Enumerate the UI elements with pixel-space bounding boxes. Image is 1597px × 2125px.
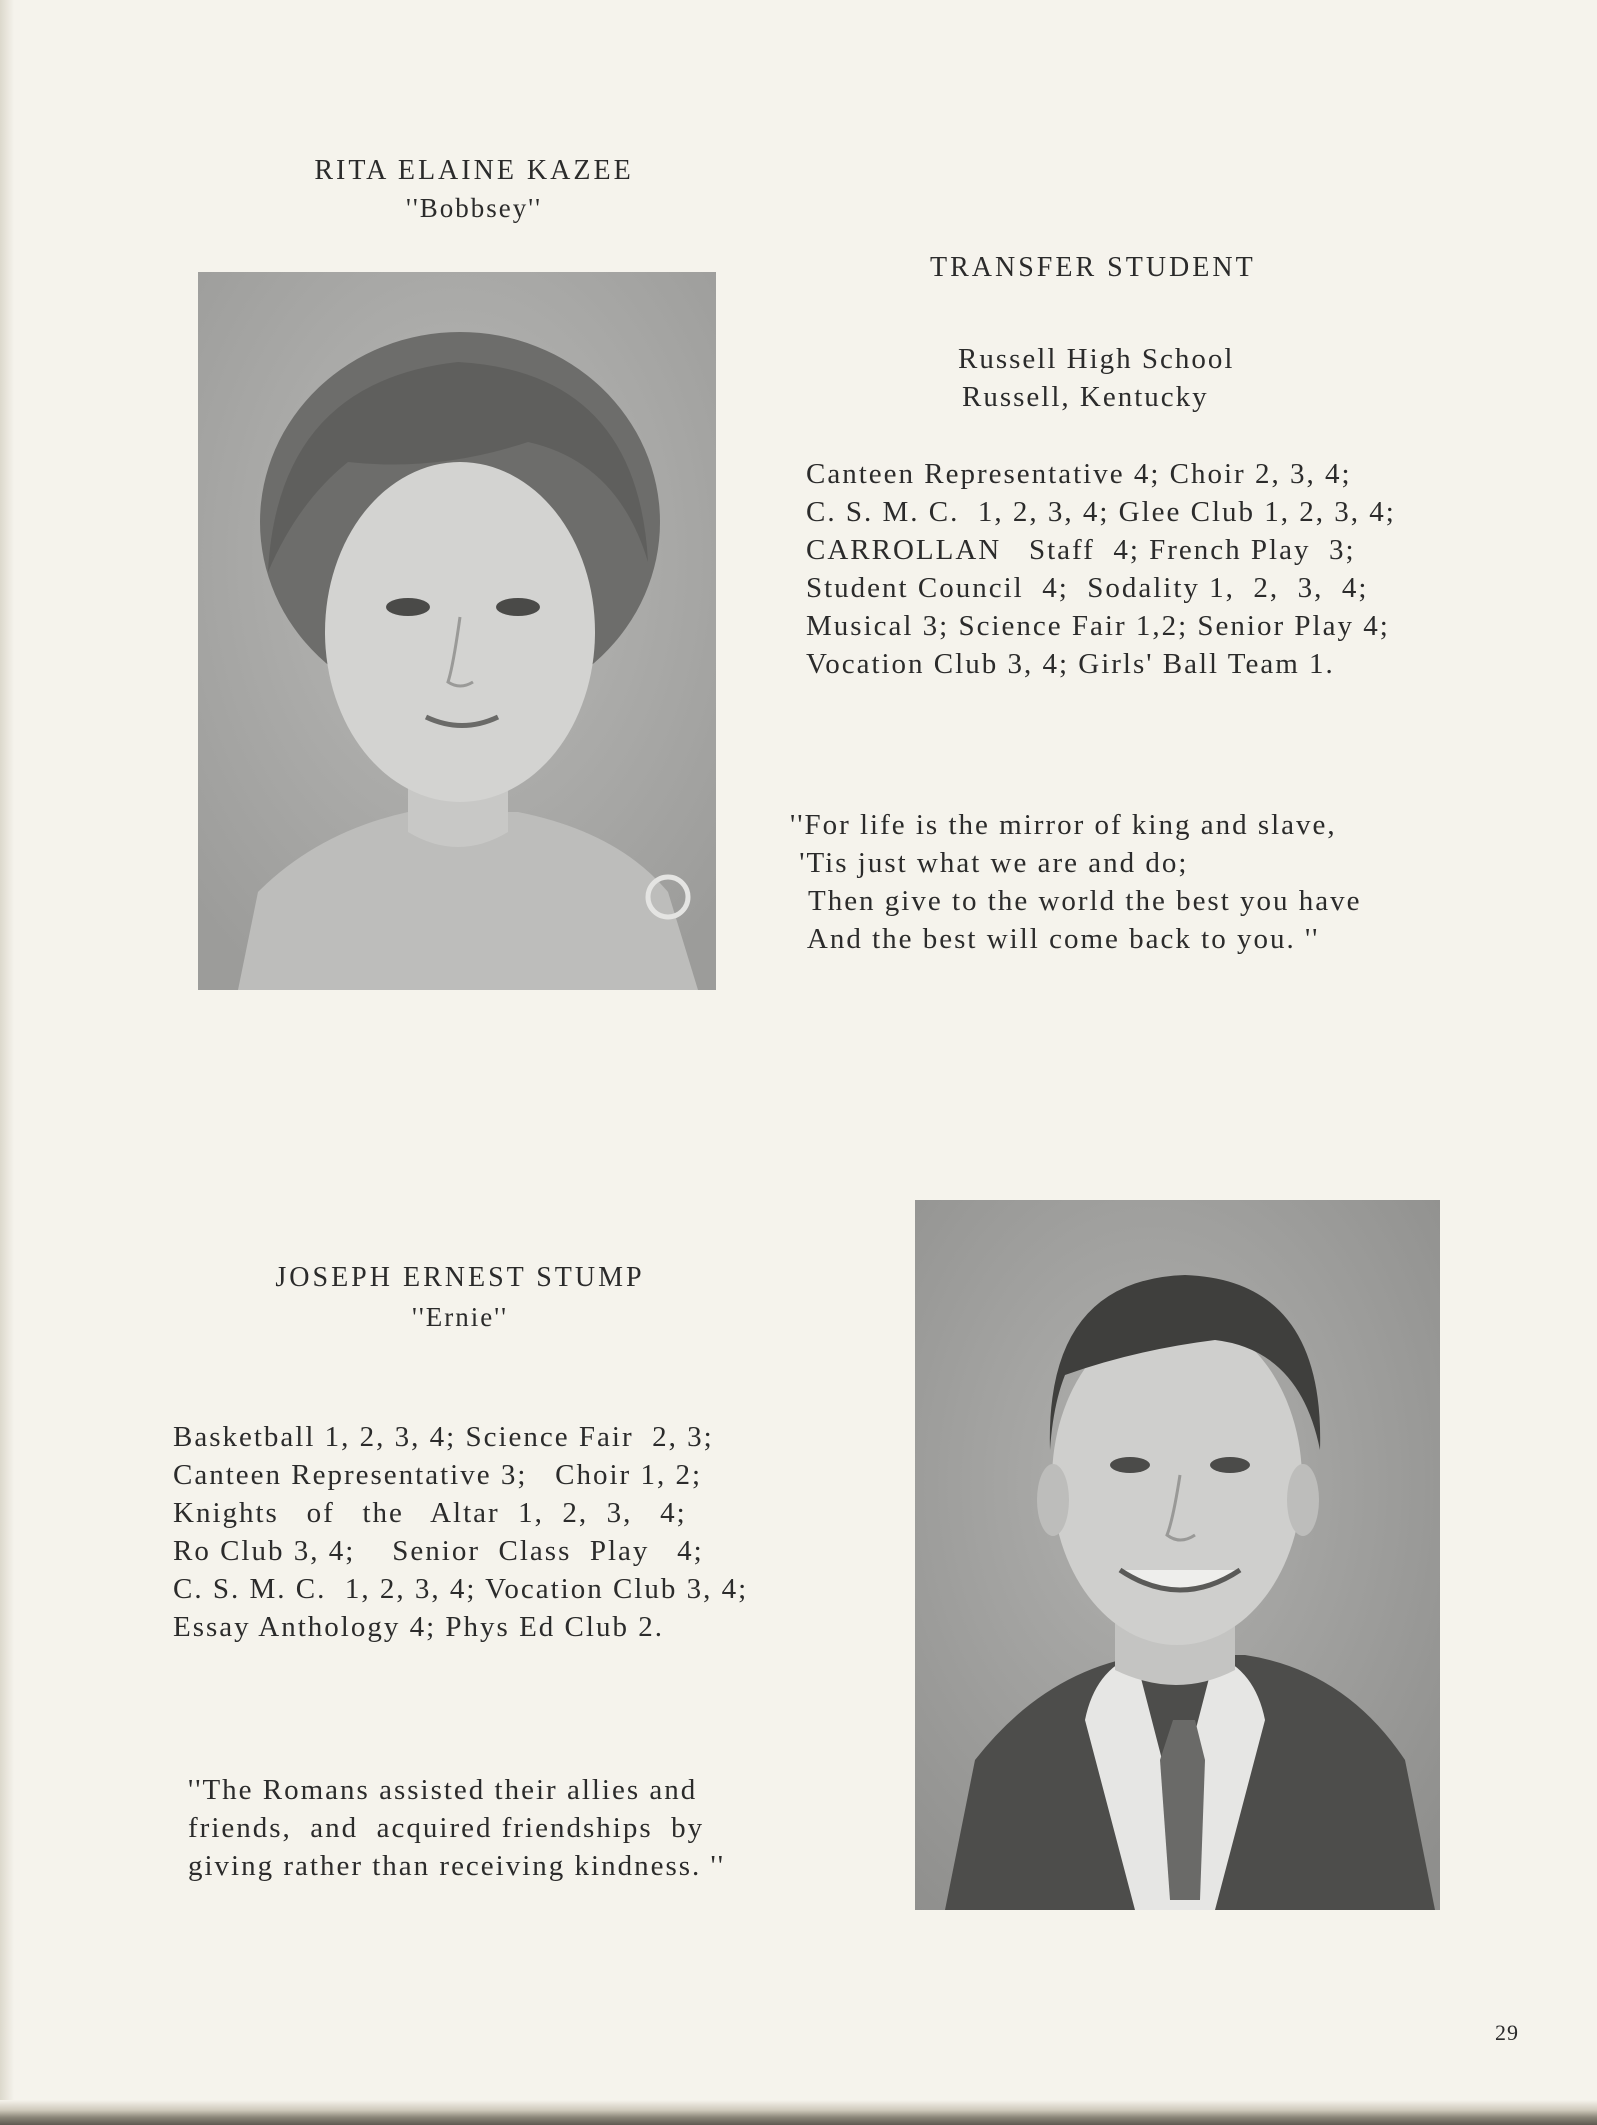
previous-school-name: Russell High School [958, 343, 1235, 375]
activity-line: C. S. M. C. 1, 2, 3, 4; Glee Club 1, 2, 3, 4; [806, 496, 1396, 528]
portrait-photo-kazee [198, 272, 716, 990]
activity-line: Essay Anthology 4; Phys Ed Club 2. [173, 1611, 664, 1643]
quote-line: ''For life is the mirror of king and slave, [790, 809, 1337, 841]
activity-line: Basketball 1, 2, 3, 4; Science Fair 2, 3; [173, 1421, 714, 1453]
quote-line: ''The Romans assisted their allies and [188, 1774, 698, 1806]
activity-line: Canteen Representative 4; Choir 2, 3, 4; [806, 458, 1352, 490]
quote-line: And the best will come back to you. '' [790, 923, 1320, 955]
quote-line: Then give to the world the best you have [790, 885, 1362, 917]
quote-line: giving rather than receiving kindness. '' [188, 1850, 725, 1882]
student-name-stump: JOSEPH ERNEST STUMP [275, 1262, 645, 1293]
quote-line: friends, and acquired friendships by [188, 1812, 705, 1844]
activity-line: CARROLLAN Staff 4; French Play 3; [806, 534, 1356, 566]
activity-line: Musical 3; Science Fair 1,2; Senior Play 4; [806, 610, 1390, 642]
previous-school-location: Russell, Kentucky [962, 381, 1209, 413]
activity-line: Ro Club 3, 4; Senior Class Play 4; [173, 1535, 704, 1567]
student-nickname-kazee: ''Bobbsey'' [406, 193, 542, 223]
student-nickname-stump: ''Ernie'' [412, 1302, 508, 1332]
activity-line: Canteen Representative 3; Choir 1, 2; [173, 1459, 703, 1491]
activity-line: Knights of the Altar 1, 2, 3, 4; [173, 1497, 687, 1529]
portrait-photo-stump [915, 1200, 1440, 1910]
activity-line: Vocation Club 3, 4; Girls' Ball Team 1. [806, 648, 1335, 680]
portrait-stump-illustration [915, 1200, 1440, 1910]
quote-line: 'Tis just what we are and do; [790, 847, 1189, 879]
page-edge [0, 2100, 1597, 2125]
page-number: 29 [1495, 2020, 1519, 2045]
student-name-kazee: RITA ELAINE KAZEE [314, 155, 634, 186]
portrait-kazee-illustration [198, 272, 716, 990]
activity-line: Student Council 4; Sodality 1, 2, 3, 4; [806, 572, 1369, 604]
transfer-student-heading: TRANSFER STUDENT [930, 252, 1256, 283]
activity-line: C. S. M. C. 1, 2, 3, 4; Vocation Club 3, 4; [173, 1573, 749, 1605]
page-edge [0, 0, 14, 2125]
